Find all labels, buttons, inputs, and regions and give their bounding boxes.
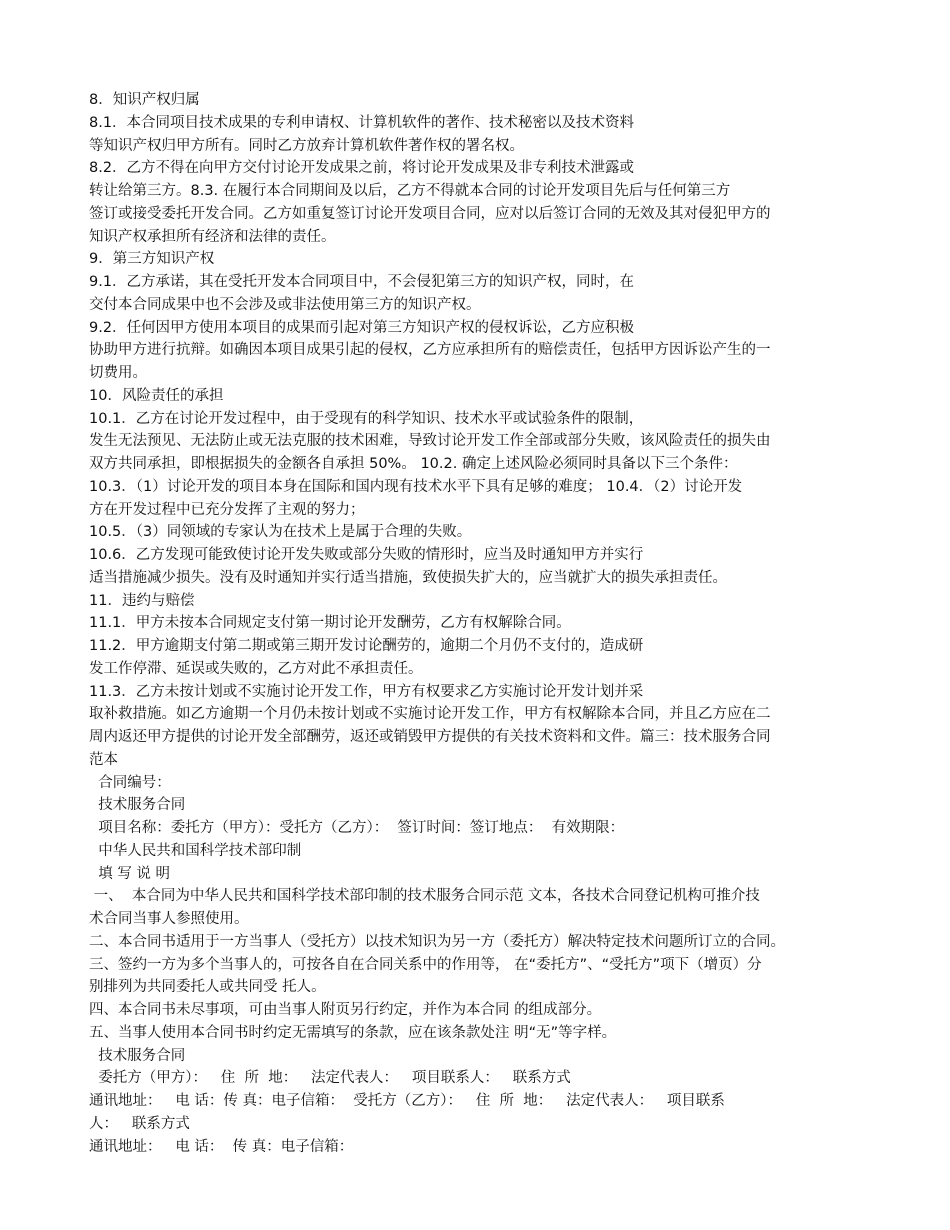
text-line: 中华人民共和国科学技术部印制 <box>89 842 302 859</box>
text-line: 10.1．乙方在讨论开发过程中，由于受现有的科学知识、技术水平或试验条件的限制， <box>89 410 644 427</box>
text-line: 方在开发过程中已充分发挥了主观的努力； <box>89 501 365 518</box>
text-line: 范本 <box>89 751 118 768</box>
text-line: 填 写 说 明 <box>89 865 171 882</box>
text-line: 8．知识产权归属 <box>89 92 200 108</box>
text-line: 知识产权承担所有经济和法律的责任。 <box>89 228 336 245</box>
text-line: 8.1．本合同项目技术成果的专利申请权、计算机软件的著作、技术秘密以及技术资料 <box>89 114 635 131</box>
text-line: 11.2．甲方逾期支付第二期或第三期开发讨论酬劳的，逾期二个月仍不支付的，造成研 <box>89 638 644 654</box>
text-line: 11.1．甲方未按本合同规定支付第一期讨论开发酬劳，乙方有权解除合同。 <box>89 615 571 632</box>
text-line: 技术服务合同 <box>89 797 186 814</box>
text-line: 11．违约与赔偿 <box>89 592 195 609</box>
text-line: 10．风险责任的承担 <box>89 387 224 404</box>
text-line: 9．第三方知识产权 <box>89 251 215 268</box>
text-line: 三、签约一方为多个当事人的，可按各自在合同关系中的作用等， 在“委托方”、“受托方”项下（增页）分 <box>89 956 762 973</box>
text-line: 适当措施减少损失。没有及时通知并实行适当措施，致使损失扩大的，应当就扩大的损失承担责任。 <box>89 569 727 586</box>
text-line: 切费用。 <box>89 365 147 381</box>
text-line: 取补救措施。如乙方逾期一个月仍未按计划或不实施讨论开发工作，甲方有权解除本合同，并且乙方应在二 <box>89 706 771 723</box>
text-line: 发工作停滞、延误或失败的，乙方对此不承担责任。 <box>89 660 423 677</box>
text-line: 9.1．乙方承诺，其在受托开发本合同项目中，不会侵犯第三方的知识产权，同时，在 <box>89 274 635 290</box>
text-line: 协助甲方进行抗辩。如确因本项目成果引起的侵权，乙方应承担所有的赔偿责任，包括甲方因诉讼产生的一 <box>89 342 771 359</box>
text-line: 合同编号： <box>89 774 171 791</box>
text-line: 签订或接受委托开发合同。乙方如重复签订讨论开发项目合同，应对以后签订合同的无效及其对侵犯甲方的 <box>89 205 771 222</box>
text-line: 项目名称：委托方（甲方）：受托方（乙方）： 签订时间：签订地点： 有效期限： <box>89 820 625 836</box>
text-line: 委托方（甲方）： 住 所 地： 法定代表人： 项目联系人： 联系方式 <box>89 1070 571 1087</box>
text-line: 通讯地址： 电 话：传 真：电子信箱： 受托方（乙方）： 住 所 地： 法定代表人： 项目联系 <box>89 1093 725 1109</box>
text-line: 技术服务合同 <box>89 1047 186 1064</box>
text-line: 8.2．乙方不得在向甲方交付讨论开发成果之前，将讨论开发成果及非专利技术泄露或 <box>89 160 635 177</box>
text-line: 通讯地址： 电 话： 传 真：电子信箱： <box>89 1138 354 1155</box>
text-line: 转让给第三方。8.3. 在履行本合同期间及以后，乙方不得就本合同的讨论开发项目先后与任何第三方 <box>89 183 731 199</box>
text-line: 双方共同承担，即根据损失的金额各自承担 50%。 10.2. 确定上述风险必须同时具备以下三个条件： <box>89 456 738 472</box>
text-line: 人： 联系方式 <box>89 1115 190 1132</box>
text-line: 一、 本合同为中华人民共和国科学技术部印制的技术服务合同示范 文本，各技术合同登记机构可推介技 <box>89 888 760 905</box>
text-line: 术合同当事人参照使用。 <box>89 911 249 927</box>
text-line: 10.6．乙方发现可能致使讨论开发失败或部分失败的情形时，应当及时通知甲方并实行 <box>89 547 644 563</box>
text-line: 11.3．乙方未按计划或不实施讨论开发工作，甲方有权要求乙方实施讨论开发计划并采 <box>89 683 644 700</box>
text-line: 交付本合同成果中也不会涉及或非法使用第三方的知识产权。 <box>89 296 481 313</box>
text-line: 等知识产权归甲方所有。同时乙方放弃计算机软件著作权的署名权。 <box>89 137 524 154</box>
text-line: 10.3．（1）讨论开发的项目本身在国际和国内现有技术水平下具有足够的难度； 10.4．（2）讨论开发 <box>89 478 743 495</box>
text-line: 二、本合同书适用于一方当事人（受托方）以技术知识为另一方（委托方）解决特定技术问题所订立的合同。 <box>89 933 785 950</box>
text-line: 周内返还甲方提供的讨论开发全部酬劳，返还或销毁甲方提供的有关技术资料和文件。篇三：技术服务合同 <box>89 729 771 745</box>
text-line: 发生无法预见、无法防止或无法克服的技术困难，导致讨论开发工作全部或部分失败，该风险责任的损失由 <box>89 433 771 450</box>
text-line: 别排列为共同委托人或共同受 托人。 <box>89 979 326 996</box>
text-line: 10.5．（3）同领域的专家认为在技术上是属于合理的失败。 <box>89 524 472 541</box>
text-line: 五、当事人使用本合同书时约定无需填写的条款，应在该条款处注 明“无”等字样。 <box>89 1024 617 1041</box>
text-line: 9.2．任何因甲方使用本项目的成果而引起对第三方知识产权的侵权诉讼，乙方应积极 <box>89 319 635 336</box>
text-line: 四、本合同书未尽事项，可由当事人附页另行约定，并作为本合同 的组成部分。 <box>89 1002 602 1018</box>
